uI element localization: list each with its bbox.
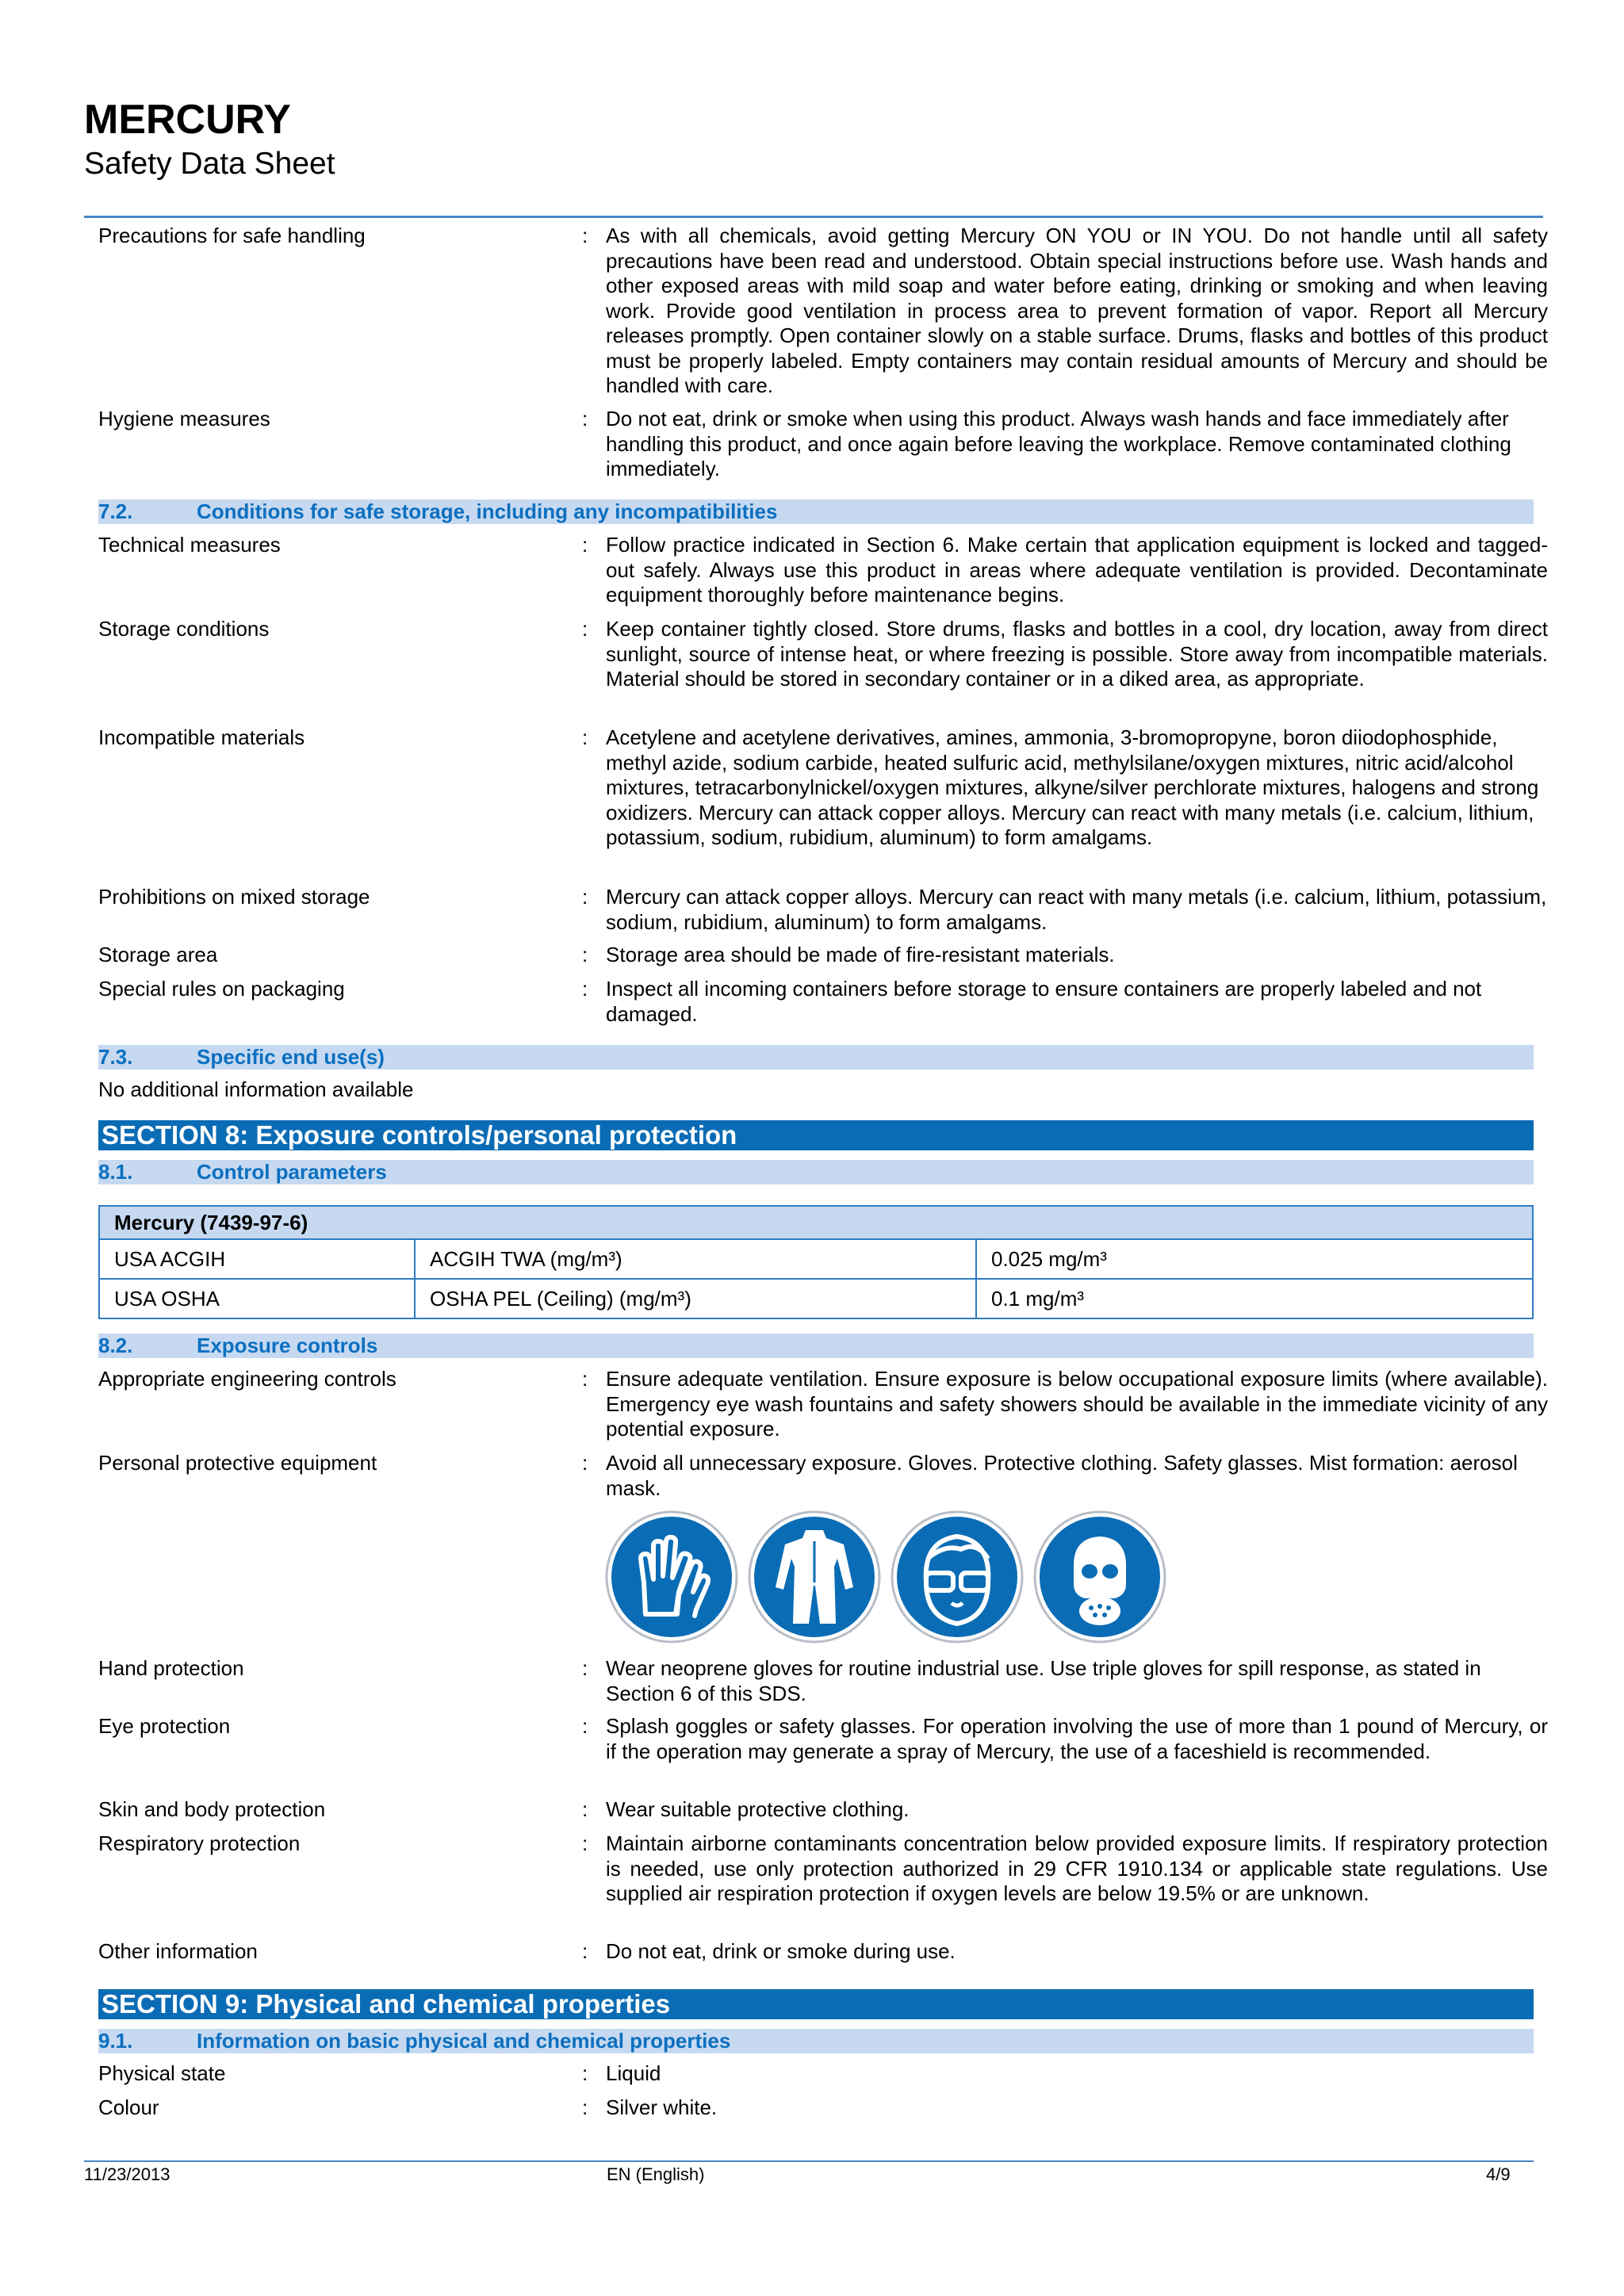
subsection-9-1-header xyxy=(98,2029,1534,2053)
subsection-number: 9.1. xyxy=(98,2029,133,2053)
field-value: Mercury can attack copper alloys. Mercury can react with many metals (i.e. calcium, lithium, potassium, sodium, rubidium, aluminum) to form amalgams. xyxy=(606,885,1547,934)
field-value: Inspect all incoming containers before storage to ensure containers are properly labeled and not damaged. xyxy=(606,977,1482,1026)
section-8-header: SECTION 8: Exposure controls/personal protection xyxy=(98,1120,1534,1150)
table-cell: USA OSHA xyxy=(99,1279,415,1318)
field-label: Skin and body protection xyxy=(98,1797,326,1821)
field-value: Maintain airborne contaminants concentration below provided exposure limits. If respiratory protection is needed, use only protection authorized in 29 CFR 1910.134 or applicable state regulations. Use supplied air respiration protection if oxygen levels are below 19.5% or are unknown. xyxy=(606,1831,1548,1905)
table-cell: OSHA PEL (Ceiling) (mg/m³) xyxy=(415,1279,976,1318)
field-label: Storage conditions xyxy=(98,617,270,641)
field-label: Hand protection xyxy=(98,1656,244,1680)
field-label: Physical state xyxy=(98,2061,226,2085)
subsection-title: Control parameters xyxy=(197,1160,387,1184)
field-label: Respiratory protection xyxy=(98,1831,301,1855)
field-label: Incompatible materials xyxy=(98,725,305,749)
field-value: Splash goggles or safety glasses. For operation involving the use of more than 1 pound of Mercury, or if the operation may generate a spray of Mercury, the use of a faceshield is recommended. xyxy=(606,1714,1548,1763)
subsection-8-2-header xyxy=(98,1334,1534,1358)
field-label: Storage area xyxy=(98,943,218,966)
field-label: Special rules on packaging xyxy=(98,977,345,1001)
subsection-number: 8.2. xyxy=(98,1334,133,1357)
field-value: Do not eat, drink or smoke during use. xyxy=(606,1939,956,1963)
subsection-title: Conditions for safe storage, including any incompatibilities xyxy=(197,499,778,523)
field-label: Technical measures xyxy=(98,533,281,557)
protective-clothing-icon xyxy=(747,1510,882,1644)
footer-language: EN (English) xyxy=(607,2164,705,2184)
table-row xyxy=(99,1239,1533,1279)
header-divider xyxy=(84,216,1543,218)
field-value: Do not eat, drink or smoke when using this product. Always wash hands and face immediately after handling this product, and once again before leaving the workplace. Remove contaminated clothing immediately. xyxy=(606,407,1511,480)
subsection-number: 7.3. xyxy=(98,1045,133,1069)
table-cell: ACGIH TWA (mg/m³) xyxy=(415,1239,976,1279)
table-cell: 0.1 mg/m³ xyxy=(976,1279,1533,1318)
field-value: As with all chemicals, avoid getting Mercury ON YOU or IN YOU. Do not handle until all safety precautions have been read and understood. Obtain special instructions before use. Wash hands and other exposed areas with mild soap and water before eating, drinking or smoking and when leaving work. Provide good ventilation in process area to prevent formation of vapor. Report all Mercury releases promptly. Open container slowly on a stable surface. Drums, flasks and bottles of this product must be properly labeled. Empty containers may contain residual amounts of Mercury and should be handled with care. xyxy=(606,224,1548,397)
field-label: Eye protection xyxy=(98,1714,231,1738)
subsection-7-2-header xyxy=(98,499,1534,524)
document-type: Safety Data Sheet xyxy=(84,147,335,181)
field-value: Avoid all unnecessary exposure. Gloves. Protective clothing. Safety glasses. Mist formation: aerosol mask. xyxy=(606,1451,1518,1500)
footer-date: 11/23/2013 xyxy=(84,2164,170,2184)
field-label: Hygiene measures xyxy=(98,407,270,430)
footer-divider xyxy=(84,2160,1534,2162)
subsection-title: Information on basic physical and chemical properties xyxy=(197,2029,731,2053)
field-value: Wear suitable protective clothing. xyxy=(606,1797,910,1821)
table-row xyxy=(99,1279,1533,1318)
table-cell: 0.025 mg/m³ xyxy=(976,1239,1533,1279)
footer-page-number: 4/9 xyxy=(1486,2164,1511,2184)
field-value: Keep container tightly closed. Store drums, flasks and bottles in a cool, dry location, away from direct sunlight, source of intense heat, or where freezing is possible. Store away from incompatible materials. Material should be stored in secondary container or in a diked area, as appropriate. xyxy=(606,617,1548,691)
field-value: Storage area should be made of fire-resistant materials. xyxy=(606,943,1115,966)
subsection-7-3-header xyxy=(98,1045,1534,1070)
aerosol-mask-icon xyxy=(1032,1510,1167,1644)
subsection-number: 7.2. xyxy=(98,499,133,523)
field-value: Ensure adequate ventilation. Ensure exposure is below occupational exposure limits (where available). Emergency eye wash fountains and safety showers should be available in the immediate vicinity of any potential exposure. xyxy=(606,1367,1548,1441)
subsection-number: 8.1. xyxy=(98,1160,133,1184)
field-value: Wear neoprene gloves for routine industrial use. Use triple gloves for spill response, as stated in Section 6 of this SDS. xyxy=(606,1656,1481,1705)
subsection-title: Specific end use(s) xyxy=(197,1045,385,1069)
field-label: Prohibitions on mixed storage xyxy=(98,885,370,909)
table-header-row xyxy=(99,1206,1533,1239)
table-cell: USA ACGIH xyxy=(99,1239,415,1279)
field-value: Liquid xyxy=(606,2061,661,2085)
product-name: MERCURY xyxy=(84,97,291,143)
field-value: Silver white. xyxy=(606,2095,718,2119)
gloves-icon xyxy=(604,1510,739,1644)
field-value: Follow practice indicated in Section 6. Make certain that application equipment is locked and tagged-out safely. Always use this product in areas where adequate ventilation is provided. Decontaminate equipment thoroughly before maintenance begins. xyxy=(606,533,1548,607)
subsection-title: Exposure controls xyxy=(197,1334,378,1357)
no-additional-info: No additional information available xyxy=(98,1077,414,1101)
field-label: Other information xyxy=(98,1939,258,1963)
section-9-header: SECTION 9: Physical and chemical properties xyxy=(98,1989,1534,2019)
field-value: Acetylene and acetylene derivatives, amines, ammonia, 3-bromopropyne, boron diiodophosphide, methyl azide, sodium carbide, heated sulfuric acid, methylsilane/oxygen mixtures, nitric acid/alcohol mixtures, tetracarbonylnickel/oxygen mixtures, alkyne/silver perchlorate mixtures, halogens and strong oxidizers. Mercury can attack copper alloys. Mercury can react with many metals (i.e. calcium, lithium, potassium, sodium, rubidium, aluminum) to form amalgams. xyxy=(606,725,1539,849)
field-label: Appropriate engineering controls xyxy=(98,1367,396,1391)
field-label: Colour xyxy=(98,2095,159,2119)
field-label: Personal protective equipment xyxy=(98,1451,377,1475)
exposure-limits-table xyxy=(98,1205,1534,1319)
safety-glasses-icon xyxy=(890,1510,1025,1644)
field-label: Precautions for safe handling xyxy=(98,224,366,247)
subsection-8-1-header xyxy=(98,1160,1534,1184)
table-header-cell: Mercury (7439-97-6) xyxy=(99,1206,1533,1239)
